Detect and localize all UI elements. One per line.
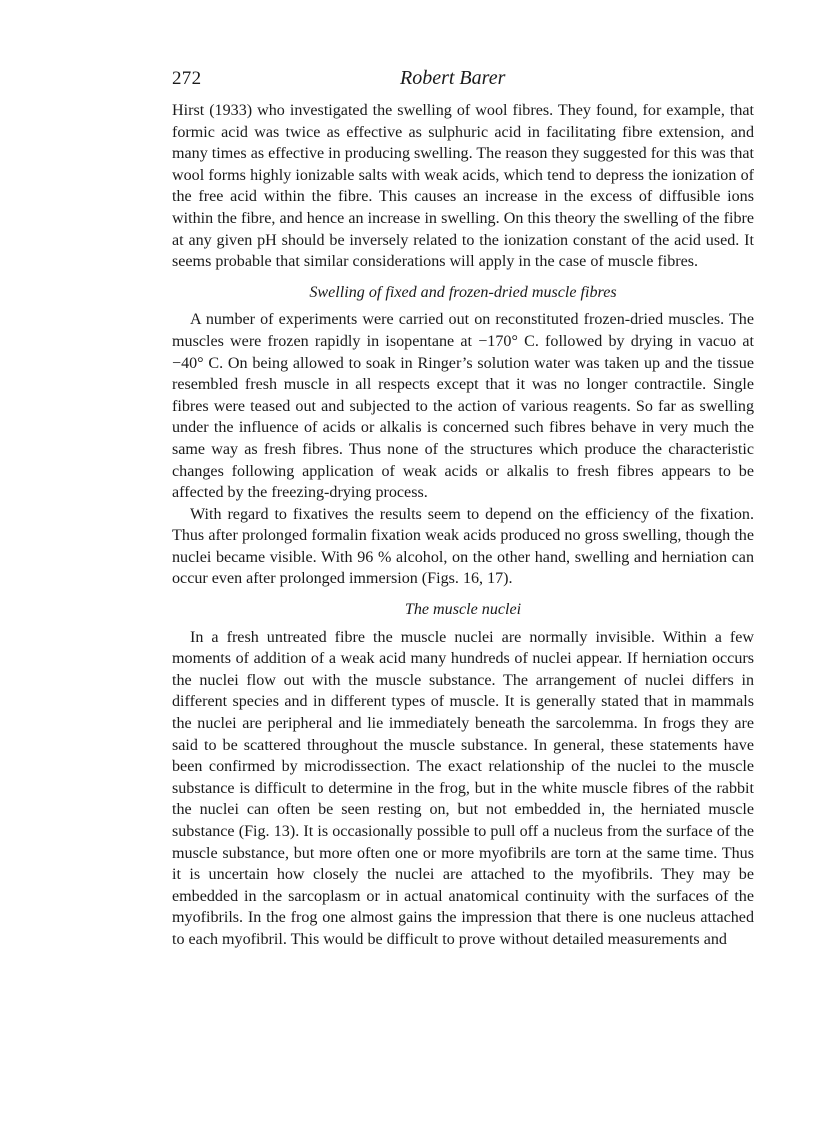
paragraph-continuation: Hirst (1933) who investigated the swelling of wool fibres. They found, for example, that formic acid was twice as effective as sulphuric acid in facilitating fibre extension, and many times as effective in producing swelling. The reason they suggested for this was that wool forms highly ionizable salts with weak acids, which tend to depress the ionization of the free acid within the fibre. This causes an increase in the excess of diffusible ions within the fibre, and hence an increase in swelling. On this theory the swelling of the fibre at any given pH should be inversely related to the ionization constant of the acid used. It seems probable that similar considerations will apply in the case of muscle fibres. [172, 102, 754, 271]
paragraph-frozen-dried: A number of experiments were carried out on reconstituted frozen-dried muscles. The muscles were frozen rapidly in isopentane at −170° C. followed by drying in vacuo at −40° C. On being allowed to soak in Ringer’s solution water was taken up and the tissue resembled fresh muscle in all respects except that it was no longer contractile. Single fibres were teased out and subjected to the action of various reagents. So far as swelling under the influence of acids or alkalis is concerned such fibres behave in very much the same way as fresh fibres. Thus none of the structures which produce the characteristic changes following application of weak acids or alkalis to fresh fibres appears to be affected by the freezing-drying process. [172, 311, 754, 502]
body-text [172, 100, 754, 951]
running-head [172, 68, 754, 94]
page-number: 272 [172, 68, 202, 89]
section-heading-muscle-nuclei: The muscle nuclei [404, 601, 522, 619]
paragraph-muscle-nuclei: In a fresh untreated fibre the muscle nuclei are normally invisible. Within a few moments of addition of a weak acid many hundreds of nuclei appear. If herniation occurs the nuclei flow out with the muscle substance. The arrangement of nuclei differs in different species and in different types of muscle. It is generally stated that in mammals the nuclei are peripheral and lie immediately beneath the sarcolemma. In frogs they are said to be scattered throughout the muscle substance. In general, these statements have been confirmed by microdissection. The exact relationship of the nuclei to the muscle substance is difficult to determine in the frog, but in the white muscle fibres of the rabbit the nuclei can often be seen resting on, but not embedded in, the herniated muscle substance (Fig. 13). It is occasionally possible to pull off a nucleus from the surface of the muscle substance, but more often one or more myofibrils are torn at the same time. Thus it is uncertain how closely the nuclei are attached to the myofibrils. They may be embedded in the sarcoplasm or in actual anatomical continuity with the surfaces of the myofibrils. In the frog one almost gains the impression that there is one nucleus attached to each myofibril. This would be difficult to prove without detailed measurements and [172, 628, 754, 948]
running-title: Robert Barer [400, 67, 506, 89]
section-heading-fixed-frozen-dried: Swelling of fixed and frozen-dried muscle fibres [309, 283, 617, 301]
paragraph-fixatives: With regard to fixatives the results seem to depend on the efficiency of the fixation. Thus after prolonged formalin fixation weak acids produced no gross swelling, though the nuclei became visible. With 96 % alcohol, on the other hand, swelling and herniation can occur even after prolonged immersion (Figs. 16, 17). [172, 505, 754, 588]
